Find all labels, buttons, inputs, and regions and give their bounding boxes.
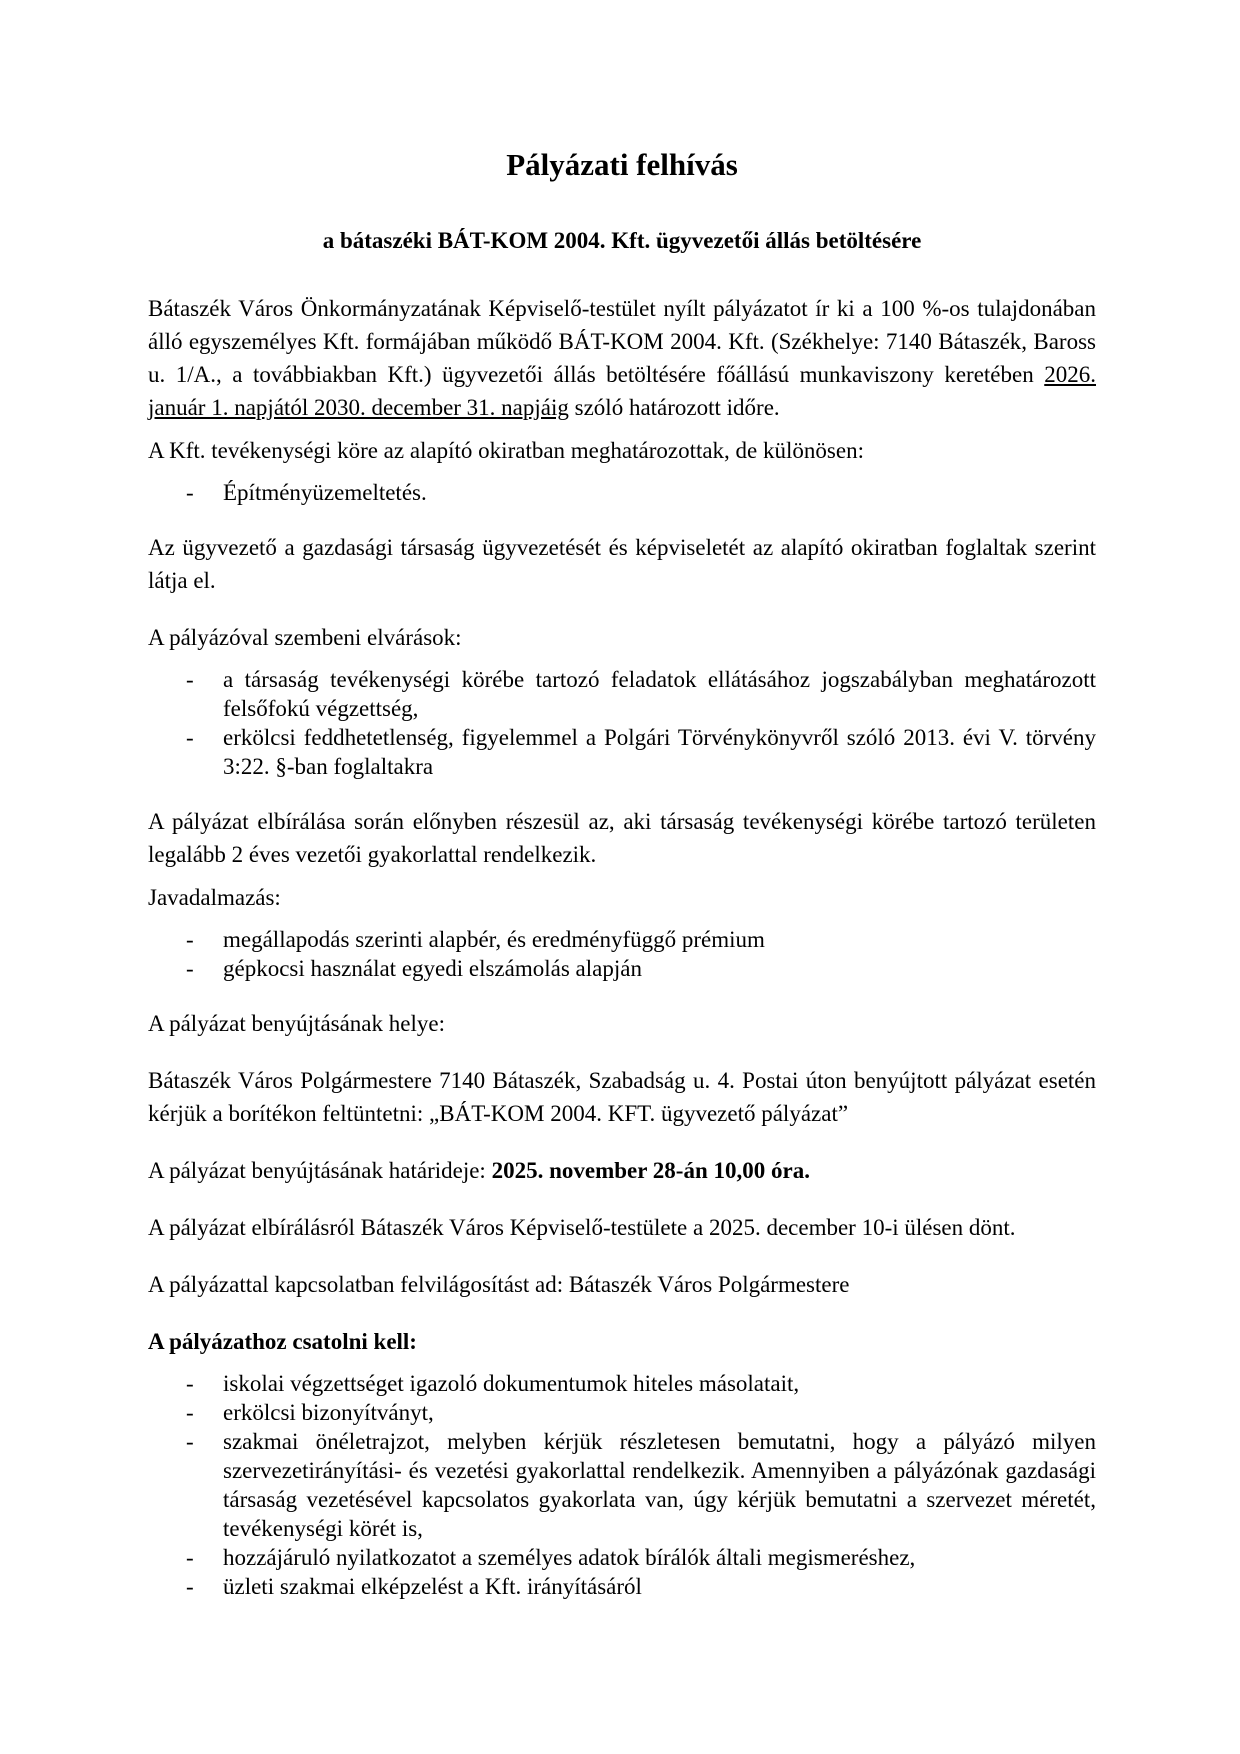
activity-lead: A Kft. tevékenységi köre az alapító okiratban meghatározottak, de különösen:: [148, 438, 864, 463]
list-item-text: gépkocsi használat egyedi elszámolás alapján: [223, 956, 642, 981]
remuneration-lead: Javadalmazás:: [148, 885, 281, 910]
bullet-dash: -: [186, 667, 194, 692]
list-item: [148, 478, 1096, 507]
page-subtitle: a bátaszéki BÁT-KOM 2004. Kft. ügyvezetői állás betöltésére: [322, 228, 922, 253]
list-item-text: szakmai önéletrajzot, melyben kérjük részletesen bemutatni, hogy a pályázó milyen szervezetirányítási- és vezetési gyakorlattal rendelkezik. Amennyiben a pályázónak gazdasági társaság vezetésével kapcsolatos gyakorlata van, úgy kérjük bemutatni a szervezet méretét, tevékenységi körét is,: [223, 1429, 1096, 1541]
submission-place-lead: A pályázat benyújtásának helye:: [148, 1011, 445, 1036]
list-item-text: Építményüzemeltetés.: [223, 480, 427, 505]
attachments-lead: A pályázathoz csatolni kell:: [148, 1329, 417, 1354]
remuneration-list: [148, 925, 1096, 983]
deadline-value: 2025. november 28-án 10,00 óra.: [491, 1158, 810, 1183]
list-item: [148, 1543, 1096, 1572]
list-item-text: megállapodás szerinti alapbér, és eredményfüggő prémium: [223, 927, 765, 952]
list-item-text: iskolai végzettséget igazoló dokumentumok hiteles másolatait,: [223, 1371, 800, 1396]
submission-place-paragraph: Bátaszék Város Polgármestere 7140 Bátaszék, Szabadság u. 4. Postai úton benyújtott pályázat esetén kérjük a borítékon feltüntetni: „BÁT-KOM 2004. KFT. ügyvezető pályázat”: [148, 1068, 1096, 1126]
bullet-dash: -: [186, 1429, 194, 1454]
bullet-dash: -: [186, 927, 194, 952]
deadline-paragraph: [148, 1154, 1096, 1187]
info-paragraph: A pályázattal kapcsolatban felvilágosítást ad: Bátaszék Város Polgármestere: [148, 1272, 850, 1297]
attachments-list: [148, 1369, 1096, 1601]
expectations-list: [148, 665, 1096, 781]
intro-underlined-dates: 2026. január 1. napjától 2030. december 31. napjáig: [148, 362, 1096, 420]
list-item: [148, 1398, 1096, 1427]
list-item: [148, 723, 1096, 781]
list-item: [148, 665, 1096, 723]
activity-list: [148, 478, 1096, 507]
advantage-paragraph: A pályázat elbírálása során előnyben részesül az, aki társaság tevékenységi körébe tartozó területen legalább 2 éves vezetői gyakorlattal rendelkezik.: [148, 809, 1096, 867]
intro-text-post: szóló határozott időre.: [568, 395, 780, 420]
decision-paragraph: A pályázat elbírálásról Bátaszék Város Képviselő-testülete a 2025. december 10-i ülésen dönt.: [148, 1215, 1016, 1240]
bullet-dash: -: [186, 1574, 194, 1599]
intro-text-pre: Bátaszék Város Önkormányzatának Képviselő-testület nyílt pályázatot ír ki a 100 %-os tulajdonában álló egyszemélyes Kft. formájában működő BÁT-KOM 2004. Kft. (Székhelye: 7140 Bátaszék, Baross u. 1/A., a továbbiakban Kft.) ügyvezetői állás betöltésére főállású munkaviszony keretében: [148, 296, 1096, 387]
bullet-dash: -: [186, 1371, 194, 1396]
list-item-text: hozzájáruló nyilatkozatot a személyes adatok bírálók általi megismeréshez,: [223, 1545, 916, 1570]
bullet-dash: -: [186, 1400, 194, 1425]
list-item: [148, 1572, 1096, 1601]
list-item: [148, 1369, 1096, 1398]
bullet-dash: -: [186, 956, 194, 981]
list-item-text: a társaság tevékenységi körébe tartozó feladatok ellátásához jogszabályban meghatározott felsőfokú végzettség,: [223, 667, 1096, 721]
list-item-text: üzleti szakmai elképzelést a Kft. irányításáról: [223, 1574, 642, 1599]
bullet-dash: -: [186, 1545, 194, 1570]
bullet-dash: -: [186, 480, 194, 505]
intro-paragraph: [148, 292, 1096, 424]
deadline-label: A pályázat benyújtásának határideje:: [148, 1158, 492, 1183]
page-title: Pályázati felhívás: [506, 147, 738, 182]
list-item: [148, 1427, 1096, 1543]
list-item-text: erkölcsi feddhetetlenség, figyelemmel a Polgári Törvénykönyvről szóló 2013. évi V. törvény 3:22. §-ban foglaltakra: [223, 725, 1096, 779]
bullet-dash: -: [186, 725, 194, 750]
expectations-lead: A pályázóval szembeni elvárások:: [148, 625, 462, 650]
list-item: [148, 954, 1096, 983]
list-item: [148, 925, 1096, 954]
list-item-text: erkölcsi bizonyítványt,: [223, 1400, 434, 1425]
manager-paragraph: Az ügyvezető a gazdasági társaság ügyvezetését és képviseletét az alapító okiratban foglaltak szerint látja el.: [148, 535, 1096, 593]
